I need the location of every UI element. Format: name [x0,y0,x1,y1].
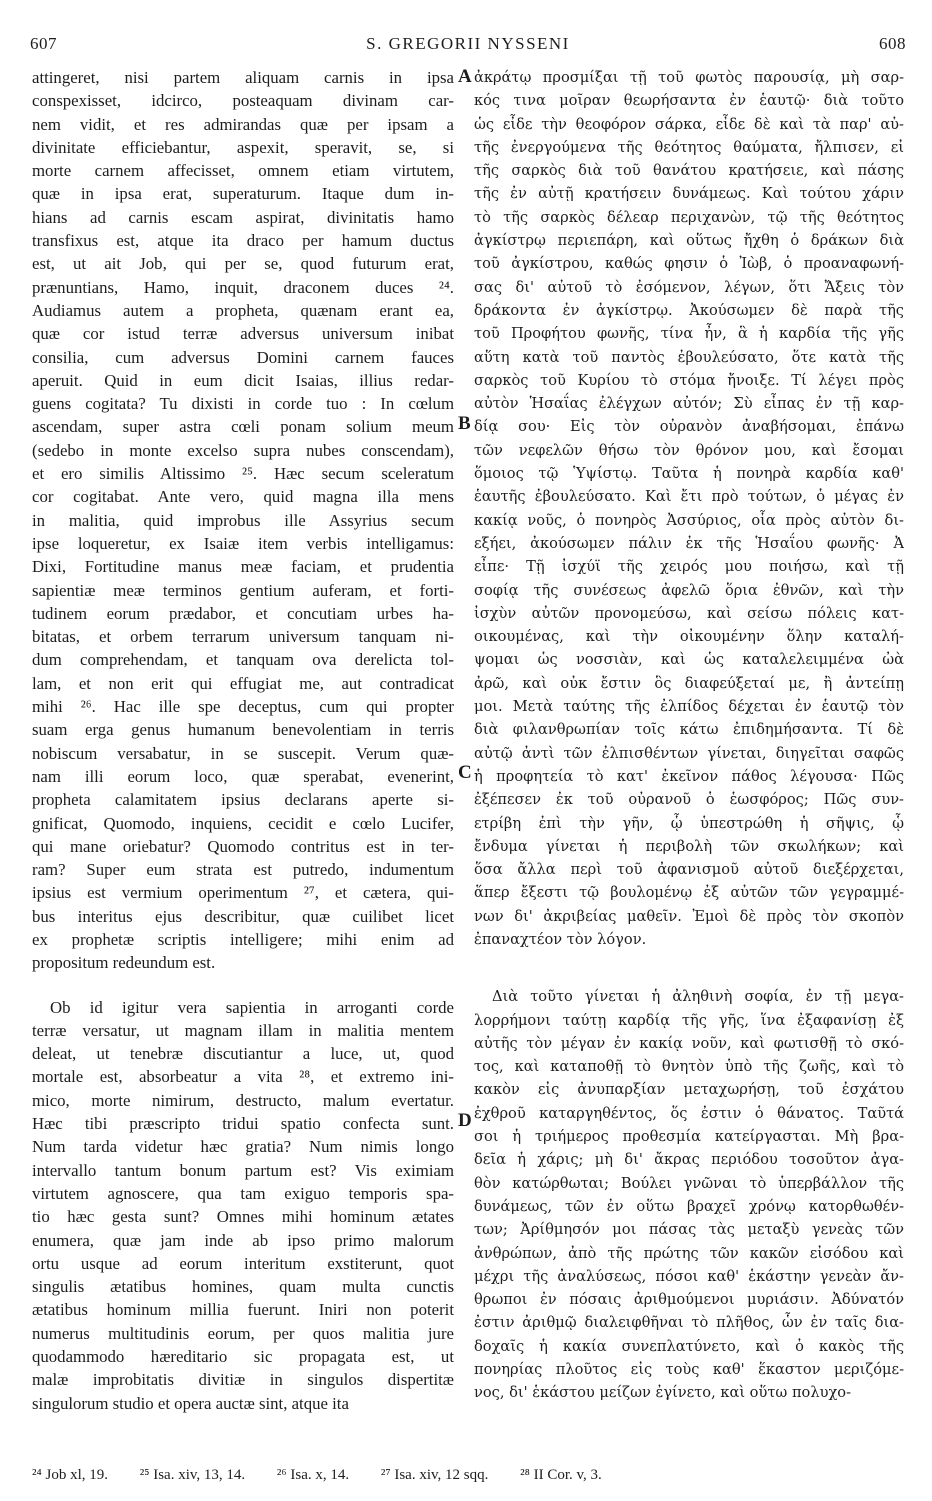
text-line: nobiscum versabatur, in se suscepit. Verum quæ- [32,743,454,763]
text-line: ἀγκίστρῳ περιεπάρη, καὶ οὕτως ἤχθη ὁ δράκων διὰ [474,232,904,250]
text-line: τος, καὶ καταποθῇ τὸ θνητὸν ὑπὸ τῆς ζωῆς, καὶ τὸ [474,1058,904,1076]
text-line: θρωποι ἐν πόσαις ἀριθμούμενοι μυριάσιν. Ἀδύνατόν [474,1291,904,1309]
text-line: ὅσα ἄλλα περὶ τοῦ ἀφανισμοῦ αὐτοῦ διεξέρχεται, [474,861,904,879]
text-line: ἐπαναχτέον τὸν λόγον. [474,930,647,948]
text-line: δεῖα ἡ χάρις; μὴ δι' ἄκρας περιόδου τοσοῦτον ἀγα- [474,1151,904,1169]
text-line: bus interitus ejus describitur, quæ cuilibet licet [32,906,454,926]
text-line: suam erga genus humanum benevolentiam in terris [32,720,454,740]
margin-marker-b: B [458,413,471,434]
footnotes [32,1467,902,1484]
text-line: σαρκὸς τοῦ Κυρίου τὸ στόμα ἤνοιξε. Τί λέγει πρὸς [474,371,904,389]
text-line: ipsius est vermium operimentum ²⁷, et cætera, qui- [32,883,454,903]
text-line: ἀκράτῳ προσμίξαι τῇ τοῦ φωτὸς παρουσίᾳ, μὴ σαρ- [474,69,904,86]
text-line: cor cogitabat. Ante vero, quid magna illa mens [32,487,454,507]
margin-marker-c: C [458,762,472,783]
text-line: Num tarda videtur hæc gratia? Num nimis longo [32,1137,454,1157]
text-line: αὐτῷ ἀντὶ τῶν ἐλπισθέντων γίνεται, διηγεῖται σαφῶς [474,744,904,762]
text-line: deleat, ut tenebræ discutiantur a luce, ut, quod [32,1044,454,1064]
page-number-right: 608 [879,34,906,53]
text-line: singulis ætatibus homines, quam multa cunctis [32,1277,454,1297]
text-line: transfixus est, atque ita draco per hamum ductus [32,231,454,251]
text-line: ἑαυτῆς ἐβουλεύσατο. Καὶ ἔτι πρὸ τούτων, ὁ μέγας ἐν [474,488,904,506]
text-line: ἰσχὺν αὐτῶν προνομεύσω, καὶ σείσω πόλεις κατ- [474,604,904,622]
text-line: consilia, cum adversus Domini carnem fauces [32,347,454,367]
text-line: bitatas, et orbem terrarum universum tanquam ni- [32,627,454,647]
footnote: ²⁵ Isa. xiv, 13, 14. [139,1467,246,1483]
text-line: ex prophetæ scriptis intelligere; mihi enim ad [32,929,454,949]
text-line: virtutem agnoscere, qua tam exiguo temporis spa- [32,1183,454,1203]
text-line: mortale est, absorbeatur a vita ²⁸, et extremo ini- [32,1067,454,1087]
text-line: gnificat, Quomodo, inquiens, cecidit e cœlo Lucifer, [32,813,454,833]
text-line: οικουμένας, καὶ τὴν οἰκουμένην ὅλην καταλή- [474,628,904,646]
text-line: in malitia, quid improbus ille Assyrius secum [32,510,454,530]
greek-column [474,66,904,1405]
text-line: ὅμοιος τῷ Ὑψίστῳ. Ταῦτα ἡ πονηρὰ καρδία καθ' [474,465,904,483]
text-line: nem vidit, et res admirandas quæ per ipsam a [32,114,454,134]
text-line: Audiamus autem a propheta, quænam erant ea, [32,300,454,320]
text-line: τοῦ Προφήτου φωνῆς, τίνα ἦν, ἃ ἡ καρδία τῆς γῆς [474,325,904,343]
text-line: propositum redeundum est. [32,953,216,973]
text-line: τῆς ἐνεργούμενα τῆς θεότητος θαύματα, ἤλπισεν, εἰ [474,138,904,156]
text-line: tio hæc gesta sunt? Omnes mihi hominum ætates [32,1207,454,1227]
text-line: θὸν κατώρθωται; Βούλει γνῶναι τὸ ὑπερβάλλον τῆς [474,1174,904,1192]
text-line: τοῦ ἀγκίστρου, καθώς φησιν ὁ Ἰὼβ, ὁ προαναφωνή- [474,255,904,273]
text-line: δυνάμεως, τῶν ἐν οὕτω βραχεῖ χρόνῳ κατορθωθέν- [474,1197,904,1215]
text-line: εἶπε· Τῇ ἰσχύϊ τῆς χειρός μου ποιήσω, καὶ τῇ [474,558,904,576]
text-line: ætatibus hominum millia fuerunt. Iniri non poterit [32,1300,454,1320]
text-line: σοι ἡ τριήμερος προθεσμία κατείργασται. Μὴ βρα- [474,1128,904,1146]
text-line: nam illi eorum loco, quæ sperabat, evenerint, [32,766,454,786]
text-line: των; Ἀρίθμησόν μοι πάσας τὰς μεταξὺ γενεὰς τῶν [474,1221,904,1239]
text-line: morte carnem affecisset, omnem etiam virtutem, [32,161,454,181]
text-line: διὰ φιλανθρωπίαν τοῖς κάτω ἐπιδημήσαντα. Τί δὲ [474,721,904,739]
text-line: Dixi, Fortitudine manus meæ faciam, et prudentia [32,557,454,577]
text-line: δράκοντα ἐν ἀγκίστρῳ. Ἀκούσωμεν δὲ παρὰ τῆς [474,301,904,319]
running-title: S. GREGORII NYSSENI [366,34,570,53]
text-line: τῆς σαρκὸς διὰ τοῦ θανάτου κρατήσειε, καὶ πάσης [474,162,904,180]
text-line: ἐχθροῦ καταργηθέντος, ὅς ἐστιν ὁ θάνατος. Ταῦτά [474,1104,904,1122]
text-line: κός τινα μοῖραν θεωρήσαντα ἐν ἑαυτῷ· διὰ τοῦτο [474,92,904,110]
text-line: ipse loqueretur, ex Isaiæ item verbis intelligamus: [32,533,454,553]
text-line: lam, et non erit qui effugiat me, aut contradicat [32,673,454,693]
text-line: intervallo tantum bonum partum est? Vis eximiam [32,1160,454,1180]
text-line: σας δι' αὐτοῦ τὸ ἐσόμενον, λέγων, ὅτι Ἄξεις τὸν [474,278,904,296]
text-line: mihi ²⁶. Hac ille spe deceptus, cum qui propter [32,697,454,717]
text-line: enumera, quæ jam inde ab ipso primo malorum [32,1230,454,1250]
text-line: ἔνδυμα γίνεται ἡ περιβολὴ τῶν σκωλήκων; καὶ [474,837,904,855]
text-line: αὕτη κατὰ τοῦ παντὸς ἐβουλεύσατο, ὅτε κατὰ τῆς [474,348,904,366]
text-line: νων δι' ἀκριβείας μαθεῖν. Ἐμοὶ δὲ πρὸς τὸν σκοπὸν [474,907,904,925]
text-line: Ob id igitur vera sapientia in arroganti corde [50,997,454,1017]
text-line: aperuit. Quid in eum dicit Isaias, illius redar- [32,370,454,390]
text-line: ἐστιν ἀριθμῷ διαλειφθῆναι τὸ πλῆθος, ὧν ἐν ταῖς δια- [474,1314,904,1332]
margin-marker-d: D [458,1110,472,1131]
text-line: ψομαι ὡς νοσσιὰν, καὶ ὡς καταλελειμμένα ὠὰ [474,651,904,669]
text-line: et ero similis Altissimo ²⁵. Hæc secum sceleratum [32,464,454,484]
text-line: malæ improbitatis divitiæ in singulos dispertitæ [32,1370,454,1390]
text-line: Διὰ τοῦτο γίνεται ἡ ἀληθινὴ σοφία, ἐν τῇ μεγα- [492,988,904,1006]
text-line: Hæc tibi præscripto tridui spatio confecta sunt. [32,1114,454,1134]
text-line: κακίᾳ νοῦς, ὁ πονηρὸς Ἀσσύριος, οἷα πρὸς αὐτὸν δι- [474,511,904,529]
text-line: τῆς ἐν αὐτῇ κρατήσειν δυνάμεως. Καὶ τούτου χάριν [474,185,904,203]
text-line: quæ in ipsa erat, superaturum. Itaque dum in- [32,184,454,204]
text-line: mico, morte nimirum, destructo, malum evertatur. [32,1090,454,1110]
text-line: est, ut ait Job, qui per se, quod futurum erat, [32,254,454,274]
text-line: εξήει, ἀκούσωμεν πάλιν ἐκ τῆς Ἡσαΐου φωνῆς· Ἀ [474,534,904,552]
text-line: hians ad carnis escam aspirat, divinitatis hamo [32,207,454,227]
text-line: terræ versatur, ut magnam illam in malitia mentem [32,1020,454,1040]
text-line: ἐξέπεσεν ἐκ τοῦ οὐρανοῦ ὁ ἑωσφόρος; Πῶς συν- [474,791,904,809]
text-line: sapientiæ meæ terminos gentium auferam, et forti- [32,580,454,600]
footnote: ²⁴ Job xl, 19. [32,1467,108,1483]
text-line: μοι. Μετὰ ταύτης τῆς ἐλπίδος δέχεται ἐν ἑαυτῷ τὸν [474,698,904,716]
text-line: divinitate efficiebantur, aspexit, speravit, se, si [32,137,454,157]
text-line: τὸ τῆς σαρκὸς δέλεαρ περιχανὼν, τῷ τῆς θεότητος [474,208,904,226]
text-line: μέχρι τῆς ἀναλύσεως, πόσοι καθ' ἑκάστην γενεὰν ἄν- [474,1267,904,1285]
page-number-left: 607 [30,34,57,53]
text-line: ortu usque ad eorum interitum exstiterunt, quot [32,1253,454,1273]
text-line: σοφίᾳ τῆς συνέσεως ἀφελῶ ὅρια ἐθνῶν, καὶ τὴν [474,581,904,599]
text-line: νος, δι' ἑκάστου μείζων ἐγίνετο, καὶ οὕτω πολυχο- [474,1384,852,1402]
latin-column [32,66,454,1415]
text-line: dum comprehendam, et tanquam ova derelicta tol- [32,650,454,670]
text-line: αὐτῆς τὸν μέγαν ἐν κακίᾳ νοῦν, καὶ φωτισθῇ τὸ σκό- [474,1034,904,1052]
text-line: quæ cor istud terræ adversus universum inibat [32,324,454,344]
text-line: ascendam, super astra cœli ponam solium meum [32,417,454,437]
text-line: ετρίβη ἐπὶ τὴν γῆν, ᾧ ὑπεστρώθη ἡ σῆψις, ᾧ [474,814,904,832]
text-line: (sedebo in monte excelso supra nubes conscendam), [32,440,454,460]
footnote: ²⁸ II Cor. v, 3. [520,1467,602,1483]
text-line: κακὸν εἰς ἀνυπαρξίαν μεταχωρήσῃ, τοῦ ἐσχάτου [474,1081,904,1099]
footnote: ²⁷ Isa. xiv, 12 sqq. [380,1467,489,1483]
text-line: δοχαῖς ἡ κακία συνεπλατύνετο, καὶ ὁ κακὸς τῆς [474,1337,904,1355]
text-line: qui mane oriebatur? Quomodo contritus est in ter- [32,836,454,856]
text-line: ἀνθρώπων, ἀπὸ τῆς πρώτης τῶν κακῶν εἰσόδου καὶ [474,1244,904,1262]
footnote: ²⁶ Isa. x, 14. [276,1467,350,1483]
text-line: ὡς εἶδε τὴν θεοφόρον σάρκα, εἶδε δὲ καὶ τὰ παρ' αὐ- [474,115,904,133]
text-line: ἡ προφητεία τὸ κατ' ἐκεῖνον πάθος λέγουσα· Πῶς [474,767,904,785]
margin-marker-a: A [458,66,472,87]
text-line: ἀρῶ, καὶ οὐκ ἔστιν ὃς διαφεύξεταί με, ἢ ἀντείπῃ [474,674,904,692]
text-line: attingeret, nisi partem aliquam carnis in ipsa [32,68,454,87]
text-line: λορρήμονι ταύτῃ καρδίᾳ τῆς γῆς, ἵνα ἐξαφανίσῃ ἐξ [474,1011,904,1029]
text-line: prænuntians, Hamo, inquit, draconem duces ²⁴. [32,277,454,297]
text-line: propheta calamitatem ipsius declarans aperte si- [32,790,454,810]
text-line: conspexisset, idcirco, posteaquam divinam car- [32,91,454,111]
text-line: tudinem eorum prædabor, et concutiam urbes ha- [32,603,454,623]
text-line: numerus multitudinis eorum, per quos malitia jure [32,1323,454,1343]
text-line: τῶν νεφελῶν θήσω τὸν θρόνον μου, καὶ ἔσομαι [474,441,904,459]
text-line: singulorum studio et opera auctæ sint, atque ita [32,1393,349,1413]
text-line: δίᾳ σου· Εἰς τὸν οὐρανὸν ἀναβήσομαι, ἐπάνω [474,418,904,436]
text-line: guens cogitata? Tu dixisti in corde tuo : In cœlum [32,394,454,414]
text-line: αὐτὸν Ἡσαΐας ἐλέγχων αὐτόν; Σὺ εἶπας ἐν τῇ καρ- [474,395,904,413]
text-line: quodammodo hæreditario sic propagata est, ut [32,1347,454,1367]
page-header [30,34,906,58]
text-line: ram? Super eum strata est putredo, indumentum [32,860,454,880]
paragraph-gap [32,975,454,996]
paragraph-gap [474,951,904,985]
text-line: πονηρίας πλοῦτος εἰς τοὺς καθ' ἕκαστον μεριζόμε- [474,1361,904,1379]
text-line: ἅπερ ἔξεστι τῷ βουλομένῳ ἐξ αὐτῶν τῶν γεγραμμέ- [474,884,904,902]
